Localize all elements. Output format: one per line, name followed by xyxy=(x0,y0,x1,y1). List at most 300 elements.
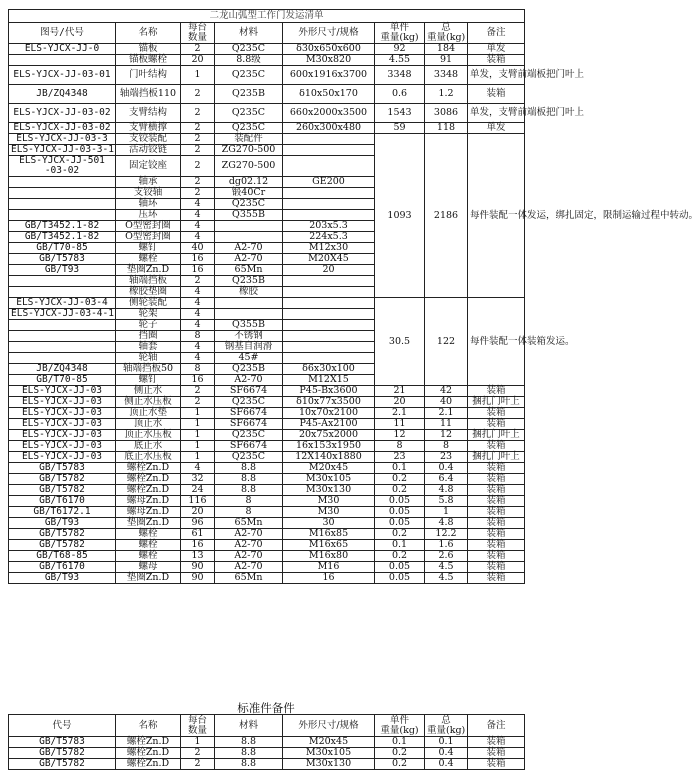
row-size: M30 xyxy=(283,496,375,507)
spare-qty: 2 xyxy=(181,759,215,770)
row-remark: 装箱 xyxy=(468,507,525,518)
row-material: dg02.12 xyxy=(215,177,283,188)
row-name: 轴端挡板50 xyxy=(116,364,181,375)
row-code: ELS-YJCX-JJ-03 xyxy=(9,452,116,463)
row-size xyxy=(283,353,375,364)
row-qty: 96 xyxy=(181,518,215,529)
row-remark: 装箱 xyxy=(468,540,525,551)
row-material: Q235B xyxy=(215,276,283,287)
row-remark: 装箱 xyxy=(468,551,525,562)
spare-material: 8.8 xyxy=(215,759,283,770)
spare-total-weight: 0.1 xyxy=(425,737,468,748)
row-material: 橡胶 xyxy=(215,287,283,298)
row-material: Q235C xyxy=(215,123,283,134)
table-row xyxy=(9,573,525,584)
row-code: GB/T5782 xyxy=(9,474,116,485)
row-qty: 1 xyxy=(181,430,215,441)
row-unit-weight: 0.2 xyxy=(375,474,425,485)
row-name: 锚板 xyxy=(116,44,181,55)
row-material: ZG270-500 xyxy=(215,145,283,156)
row-name: 垫圈Zn.D xyxy=(116,573,181,584)
row-total-weight: 2.6 xyxy=(425,551,468,562)
table-row xyxy=(9,507,525,518)
row-remark: 装箱 xyxy=(468,441,525,452)
row-size: M12X15 xyxy=(283,375,375,386)
row-remark: 装箱 xyxy=(468,496,525,507)
row-remark: 装箱 xyxy=(468,518,525,529)
row-name: 活动铰链 xyxy=(116,145,181,156)
row-material: Q235C xyxy=(215,430,283,441)
row-material: 45# xyxy=(215,353,283,364)
row-size: M30x130 xyxy=(283,485,375,496)
row-qty: 2 xyxy=(181,156,215,177)
table-row xyxy=(9,386,525,397)
row-qty: 4 xyxy=(181,221,215,232)
shipping-list-table xyxy=(8,9,698,584)
row-code: ELS-YJCX-JJ-03-3-1 xyxy=(9,145,116,156)
table-row xyxy=(9,474,525,485)
row-qty: 2 xyxy=(181,85,215,104)
table-row xyxy=(9,397,525,408)
row-name: 橡胶垫圈 xyxy=(116,287,181,298)
row-code: GB/T5782 xyxy=(9,485,116,496)
table-row xyxy=(9,408,525,419)
spare-parts-table xyxy=(8,714,525,770)
row-code: GB/T6172.1 xyxy=(9,507,116,518)
row-size: 10x70x2100 xyxy=(283,408,375,419)
spare-header-remark: 备注 xyxy=(468,715,525,737)
row-qty: 4 xyxy=(181,199,215,210)
row-size xyxy=(283,134,375,145)
row-size xyxy=(283,276,375,287)
row-qty: 4 xyxy=(181,463,215,474)
row-size: M16 xyxy=(283,562,375,573)
row-material: 钢基自润滑 xyxy=(215,342,283,353)
row-material: A2-70 xyxy=(215,551,283,562)
header-material: 材料 xyxy=(215,23,283,44)
row-total-weight: 3348 xyxy=(425,66,468,85)
row-name: 支臂结构 xyxy=(116,104,181,123)
row-size: 660x2000x3500 xyxy=(283,104,375,123)
row-size: M30 xyxy=(283,507,375,518)
row-code: GB/T5783 xyxy=(9,254,116,265)
row-size: 30 xyxy=(283,518,375,529)
row-qty: 90 xyxy=(181,573,215,584)
row-qty: 1 xyxy=(181,452,215,463)
row-qty: 2 xyxy=(181,44,215,55)
row-material: 65Mn xyxy=(215,265,283,276)
row-remark: 装箱 xyxy=(468,419,525,430)
row-unit-weight: 21 xyxy=(375,386,425,397)
row-total-weight: 3086 xyxy=(425,104,468,123)
row-qty: 2 xyxy=(181,386,215,397)
row-size xyxy=(283,145,375,156)
row-name: 锚板螺栓 xyxy=(116,55,181,66)
row-remark: 装箱 xyxy=(468,529,525,540)
row-name: 侧止水 xyxy=(116,386,181,397)
row-code xyxy=(9,188,116,199)
spare-name: 螺栓Zn.D xyxy=(116,737,181,748)
row-name: 螺栓 xyxy=(116,551,181,562)
row-size: 203x5.3 xyxy=(283,221,375,232)
spare-row xyxy=(9,748,525,759)
row-qty: 8 xyxy=(181,364,215,375)
row-material: 不锈钢 xyxy=(215,331,283,342)
row-material: SF6674 xyxy=(215,441,283,452)
row-size: M12x30 xyxy=(283,243,375,254)
row-name: 螺栓Zn.D xyxy=(116,485,181,496)
row-name: 固定铰座 xyxy=(116,156,181,177)
row-code: ELS-YJCX-JJ-03-02 xyxy=(9,104,116,123)
row-size: M16x85 xyxy=(283,529,375,540)
row-name: 轮轴 xyxy=(116,353,181,364)
spare-name: 螺栓Zn.D xyxy=(116,759,181,770)
row-remark: 装箱 xyxy=(468,55,525,66)
row-code: GB/T93 xyxy=(9,573,116,584)
row-code: GB/T3452.1-82 xyxy=(9,221,116,232)
row-qty: 32 xyxy=(181,474,215,485)
header-size: 外形尺寸/规格 xyxy=(283,23,375,44)
row-code: GB/T5782 xyxy=(9,529,116,540)
row-code xyxy=(9,342,116,353)
row-code xyxy=(9,287,116,298)
row-qty: 1 xyxy=(181,408,215,419)
row-unit-weight: 0.1 xyxy=(375,463,425,474)
table-row xyxy=(9,529,525,540)
table-row xyxy=(9,485,525,496)
row-unit-weight: 8 xyxy=(375,441,425,452)
table-row xyxy=(9,44,525,55)
row-total-weight: 42 xyxy=(425,386,468,397)
spare-code: GB/T5782 xyxy=(9,759,116,770)
row-remark: 捆扎门叶上 xyxy=(468,430,525,441)
group2-total-weight: 122 xyxy=(425,298,468,386)
group2-unit-weight: 30.5 xyxy=(375,298,425,386)
spare-total-weight: 0.4 xyxy=(425,759,468,770)
row-name: 侧止水压板 xyxy=(116,397,181,408)
row-unit-weight: 0.2 xyxy=(375,551,425,562)
row-name: 支铰装配 xyxy=(116,134,181,145)
row-qty: 20 xyxy=(181,55,215,66)
row-name: 门叶结构 xyxy=(116,66,181,85)
spare-header-name: 名称 xyxy=(116,715,181,737)
row-code: JB/ZQ4348 xyxy=(9,85,116,104)
row-size: M20X45 xyxy=(283,254,375,265)
row-code: GB/T3452.1-82 xyxy=(9,232,116,243)
row-total-weight: 4.5 xyxy=(425,562,468,573)
row-qty: 90 xyxy=(181,562,215,573)
row-code: JB/ZQ4348 xyxy=(9,364,116,375)
row-code xyxy=(9,276,116,287)
row-total-weight: 12 xyxy=(425,430,468,441)
spare-qty: 2 xyxy=(181,748,215,759)
row-code xyxy=(9,331,116,342)
row-material: 8.8级 xyxy=(215,55,283,66)
row-remark: 装箱 xyxy=(468,463,525,474)
row-name: 轴端挡板110 xyxy=(116,85,181,104)
row-qty: 61 xyxy=(181,529,215,540)
row-unit-weight: 0.05 xyxy=(375,507,425,518)
row-material: 65Mn xyxy=(215,573,283,584)
row-material: ZG270-500 xyxy=(215,156,283,177)
row-qty: 2 xyxy=(181,188,215,199)
row-material xyxy=(215,232,283,243)
row-size: δ6x30x100 xyxy=(283,364,375,375)
table-row xyxy=(9,55,525,66)
row-code: ELS-YJCX-JJ-03 xyxy=(9,386,116,397)
row-material: 8.8 xyxy=(215,485,283,496)
row-size: GE200 xyxy=(283,177,375,188)
row-size: δ10x50x170 xyxy=(283,85,375,104)
row-remark: 装箱 xyxy=(468,562,525,573)
spare-remark: 装箱 xyxy=(468,737,525,748)
row-qty: 8 xyxy=(181,331,215,342)
row-code: GB/T68-85 xyxy=(9,551,116,562)
row-remark: 单发，支臂前端板把门叶上 xyxy=(468,66,525,85)
row-material: Q235C xyxy=(215,66,283,85)
table-row xyxy=(9,85,525,104)
row-qty: 20 xyxy=(181,507,215,518)
row-unit-weight: 0.05 xyxy=(375,496,425,507)
row-material: Q235C xyxy=(215,104,283,123)
row-material xyxy=(215,298,283,309)
row-qty: 1 xyxy=(181,66,215,85)
header-row xyxy=(9,23,525,44)
spare-header-code: 代号 xyxy=(9,715,116,737)
row-remark: 单发，支臂前端板把门叶上 xyxy=(468,104,525,123)
row-code: ELS-YJCX-JJ-03-4-1 xyxy=(9,309,116,320)
title-row xyxy=(9,10,525,23)
row-material: Q235C xyxy=(215,199,283,210)
spare-remark: 装箱 xyxy=(468,748,525,759)
row-material: 8.8 xyxy=(215,474,283,485)
spare-header-size: 外形尺寸/规格 xyxy=(283,715,375,737)
row-code: GB/T6170 xyxy=(9,562,116,573)
row-qty: 4 xyxy=(181,287,215,298)
group1-unit-weight: 1093 xyxy=(375,134,425,298)
row-qty: 40 xyxy=(181,243,215,254)
row-total-weight: 12.2 xyxy=(425,529,468,540)
header-code: 图号/代号 xyxy=(9,23,116,44)
row-size: 20x75x2000 xyxy=(283,430,375,441)
row-size xyxy=(283,320,375,331)
row-unit-weight: 0.05 xyxy=(375,518,425,529)
row-total-weight: 5.8 xyxy=(425,496,468,507)
row-name: 轴套 xyxy=(116,342,181,353)
header-unit-weight: 单件 重量(kg) xyxy=(375,23,425,44)
row-qty: 4 xyxy=(181,309,215,320)
row-code xyxy=(9,210,116,221)
row-remark: 单发 xyxy=(468,123,525,134)
row-size xyxy=(283,342,375,353)
row-name: 轴端挡板 xyxy=(116,276,181,287)
spare-parts-title: 标准件备件 xyxy=(237,701,295,715)
row-material: Q235B xyxy=(215,364,283,375)
row-remark: 装箱 xyxy=(468,485,525,496)
row-size: 260x300x480 xyxy=(283,123,375,134)
row-unit-weight: 92 xyxy=(375,44,425,55)
spare-size: M20x45 xyxy=(283,737,375,748)
row-total-weight: 1.2 xyxy=(425,85,468,104)
row-material: SF6674 xyxy=(215,386,283,397)
row-code xyxy=(9,320,116,331)
row-name: 顶止水 xyxy=(116,419,181,430)
row-code: ELS-YJCX-JJ-03-3 xyxy=(9,134,116,145)
row-name: 螺栓 xyxy=(116,540,181,551)
table-row xyxy=(9,463,525,474)
row-code: ELS-YJCX-JJ-03 xyxy=(9,419,116,430)
spare-code: GB/T5783 xyxy=(9,737,116,748)
row-code: GB/T70-85 xyxy=(9,375,116,386)
spare-row xyxy=(9,737,525,748)
row-size xyxy=(283,156,375,177)
row-unit-weight: 0.6 xyxy=(375,85,425,104)
row-name: 顶止水垫 xyxy=(116,408,181,419)
row-qty: 1 xyxy=(181,419,215,430)
spare-header-row xyxy=(9,715,525,737)
row-size xyxy=(283,210,375,221)
row-material: SF6674 xyxy=(215,408,283,419)
row-total-weight: 91 xyxy=(425,55,468,66)
row-size: M30x105 xyxy=(283,474,375,485)
row-qty: 4 xyxy=(181,298,215,309)
row-unit-weight: 1543 xyxy=(375,104,425,123)
row-remark: 捆扎门叶上 xyxy=(468,397,525,408)
spare-material: 8.8 xyxy=(215,737,283,748)
row-total-weight: 4.8 xyxy=(425,518,468,529)
group1-remark: 每件装配一体发运，绑扎固定，限制运输过程中转动。 xyxy=(468,134,525,298)
row-size: 224x5.3 xyxy=(283,232,375,243)
row-qty: 4 xyxy=(181,232,215,243)
row-name: O型密封圈 xyxy=(116,232,181,243)
row-code: ELS-YJCX-JJ-03-01 xyxy=(9,66,116,85)
row-qty: 16 xyxy=(181,540,215,551)
row-code: ELS-YJCX-JJ-501 -03-02 xyxy=(9,156,116,177)
spare-name: 螺栓Zn.D xyxy=(116,748,181,759)
row-material: Q235B xyxy=(215,85,283,104)
row-total-weight: 6.4 xyxy=(425,474,468,485)
row-name: 支铰轴 xyxy=(116,188,181,199)
row-name: 支臂横撑 xyxy=(116,123,181,134)
row-material: 65Mn xyxy=(215,518,283,529)
table-row xyxy=(9,441,525,452)
row-code: ELS-YJCX-JJ-03 xyxy=(9,408,116,419)
row-code: GB/T5783 xyxy=(9,463,116,474)
row-name: 垫圈Zn.D xyxy=(116,265,181,276)
row-qty: 4 xyxy=(181,320,215,331)
row-total-weight: 40 xyxy=(425,397,468,408)
group1-total-weight: 2186 xyxy=(425,134,468,298)
row-remark: 装箱 xyxy=(468,85,525,104)
row-name: 轴环 xyxy=(116,199,181,210)
row-material: A2-70 xyxy=(215,243,283,254)
row-material: SF6674 xyxy=(215,419,283,430)
row-code xyxy=(9,177,116,188)
table-row xyxy=(9,518,525,529)
spare-unit-weight: 0.2 xyxy=(375,759,425,770)
row-material: Q235C xyxy=(215,452,283,463)
row-size: 20 xyxy=(283,265,375,276)
row-size: M20x45 xyxy=(283,463,375,474)
row-qty: 2 xyxy=(181,276,215,287)
row-unit-weight: 3348 xyxy=(375,66,425,85)
row-material: 锻40Cr xyxy=(215,188,283,199)
spare-total-weight: 0.4 xyxy=(425,748,468,759)
row-code: GB/T70-85 xyxy=(9,243,116,254)
row-qty: 2 xyxy=(181,134,215,145)
row-qty: 16 xyxy=(181,265,215,276)
row-size xyxy=(283,331,375,342)
row-qty: 2 xyxy=(181,104,215,123)
row-name: O型密封圈 xyxy=(116,221,181,232)
row-unit-weight: 2.1 xyxy=(375,408,425,419)
row-name: 螺钉 xyxy=(116,243,181,254)
row-code: ELS-YJCX-JJ-03-02 xyxy=(9,123,116,134)
row-qty: 2 xyxy=(181,397,215,408)
spare-parts-body xyxy=(9,715,525,770)
row-unit-weight: 20 xyxy=(375,397,425,408)
row-total-weight: 4.5 xyxy=(425,573,468,584)
row-total-weight: 0.4 xyxy=(425,463,468,474)
row-name: 轮子 xyxy=(116,320,181,331)
row-remark: 装箱 xyxy=(468,386,525,397)
row-code: ELS-YJCX-JJ-03-4 xyxy=(9,298,116,309)
table-row xyxy=(9,430,525,441)
row-qty: 16 xyxy=(181,375,215,386)
row-total-weight: 1.6 xyxy=(425,540,468,551)
row-name: 螺母Zn.D xyxy=(116,496,181,507)
row-total-weight: 2.1 xyxy=(425,408,468,419)
table-title: 二龙山弧型工作门发运清单 xyxy=(9,10,525,23)
header-total-weight: 总 重量(kg) xyxy=(425,23,468,44)
spare-header-total-weight: 总 重量(kg) xyxy=(425,715,468,737)
row-qty: 4 xyxy=(181,353,215,364)
row-total-weight: 23 xyxy=(425,452,468,463)
row-total-weight: 184 xyxy=(425,44,468,55)
row-unit-weight: 11 xyxy=(375,419,425,430)
row-name: 垫圈Zn.D xyxy=(116,518,181,529)
row-code: ELS-YJCX-JJ-0 xyxy=(9,44,116,55)
row-material xyxy=(215,309,283,320)
table-row xyxy=(9,452,525,463)
row-unit-weight: 23 xyxy=(375,452,425,463)
row-unit-weight: 0.05 xyxy=(375,573,425,584)
row-name: 螺栓Zn.D xyxy=(116,463,181,474)
spare-qty: 1 xyxy=(181,737,215,748)
row-unit-weight: 0.2 xyxy=(375,529,425,540)
row-material: A2-70 xyxy=(215,562,283,573)
row-material: 8 xyxy=(215,507,283,518)
row-remark: 单发 xyxy=(468,44,525,55)
row-size: M16x65 xyxy=(283,540,375,551)
table-row xyxy=(9,134,525,145)
row-size xyxy=(283,188,375,199)
row-name: 挡圈 xyxy=(116,331,181,342)
row-size: δ30x650x600 xyxy=(283,44,375,55)
row-size: 16 xyxy=(283,573,375,584)
spare-material: 8.8 xyxy=(215,748,283,759)
spare-size: M30x105 xyxy=(283,748,375,759)
row-name: 底止水 xyxy=(116,441,181,452)
row-total-weight: 118 xyxy=(425,123,468,134)
row-size: P45-Bx3600 xyxy=(283,386,375,397)
row-name: 螺母Zn.D xyxy=(116,507,181,518)
row-code xyxy=(9,199,116,210)
row-material: Q235C xyxy=(215,397,283,408)
row-material: Q235C xyxy=(215,44,283,55)
row-remark: 装箱 xyxy=(468,474,525,485)
row-material: A2-70 xyxy=(215,540,283,551)
